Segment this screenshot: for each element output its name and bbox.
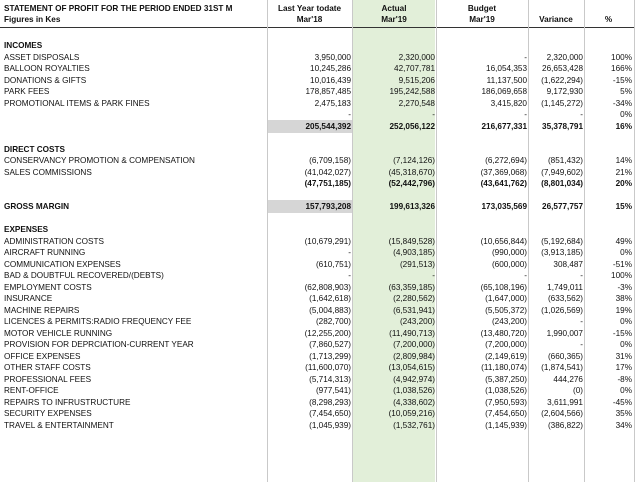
percent-value: -15% [612, 329, 632, 338]
actual-value: (52,442,796) [388, 179, 435, 188]
row-label: OTHER STAFF COSTS [4, 363, 91, 372]
budget-value: (11,180,074) [481, 363, 527, 372]
actual-value: 199,613,326 [389, 202, 435, 211]
actual-value: (13,054,615) [388, 363, 435, 372]
budget-value: (990,000) [491, 248, 527, 257]
variance-value: (7,949,602) [541, 168, 583, 177]
last-year-value: (977,541) [315, 386, 351, 395]
column-header-actual-line2: Mar'19 [381, 15, 407, 24]
budget-value: (600,000) [491, 260, 527, 269]
budget-value: (43,641,762) [480, 179, 527, 188]
percent-value: -51% [612, 260, 632, 269]
actual-value: 2,320,000 [398, 53, 435, 62]
row-label: CONSERVANCY PROMOTION & COMPENSATION [4, 156, 195, 165]
variance-value: 35,378,791 [542, 122, 583, 131]
budget-value: (243,200) [491, 317, 527, 326]
row-label: INCOMES [4, 41, 43, 50]
percent-value: 31% [615, 352, 632, 361]
last-year-value: (8,298,293) [309, 398, 351, 407]
budget-value: (5,505,372) [485, 306, 527, 315]
percent-value: 38% [615, 294, 632, 303]
budget-value: (65,108,196) [480, 283, 527, 292]
row-label: SALES COMMISSIONS [4, 168, 92, 177]
percent-value: 100% [611, 53, 632, 62]
actual-value: (63,359,185) [388, 283, 435, 292]
variance-value: (633,562) [547, 294, 583, 303]
budget-value: (5,387,250) [485, 375, 527, 384]
actual-value: (1,038,526) [393, 386, 435, 395]
budget-value: 11,137,500 [486, 76, 527, 85]
budget-value: (6,272,694) [485, 156, 527, 165]
row-label: BALLOON ROYALTIES [4, 64, 90, 73]
budget-value: 3,415,820 [490, 99, 527, 108]
percent-value: 5% [620, 87, 632, 96]
variance-value: - [580, 317, 583, 326]
row-label: INSURANCE [4, 294, 53, 303]
budget-value: (13,480,720) [480, 329, 527, 338]
budget-value: (1,145,939) [485, 421, 527, 430]
budget-value: (2,149,619) [485, 352, 527, 361]
budget-value: (1,647,000) [485, 294, 527, 303]
variance-value: 308,487 [553, 260, 583, 269]
last-year-value: - [348, 248, 351, 257]
statement-row [0, 420, 635, 431]
actual-value: 252,056,122 [389, 122, 435, 131]
last-year-value: 10,245,286 [310, 64, 351, 73]
percent-value: 0% [620, 386, 632, 395]
header-divider [0, 27, 635, 28]
percent-value: 34% [615, 421, 632, 430]
budget-value: 16,054,353 [486, 64, 527, 73]
last-year-value: 2,475,183 [314, 99, 351, 108]
statement-row [0, 293, 635, 304]
variance-value: - [580, 271, 583, 280]
statement-row [0, 247, 635, 258]
actual-value: 2,270,548 [398, 99, 435, 108]
actual-value: (11,490,713) [389, 329, 435, 338]
percent-value: 0% [620, 110, 632, 119]
row-label: DONATIONS & GIFTS [4, 76, 87, 85]
row-label: ASSET DISPOSALS [4, 53, 80, 62]
percent-value: -45% [612, 398, 632, 407]
budget-value: (7,454,650) [485, 409, 527, 418]
last-year-value: (1,045,939) [309, 421, 351, 430]
variance-value: (8,801,034) [541, 179, 583, 188]
last-year-value: (610,751) [315, 260, 351, 269]
actual-value: (4,338,602) [393, 398, 435, 407]
variance-value: (3,913,185) [541, 248, 583, 257]
column-header-percent: % [604, 15, 613, 24]
variance-value: 444,276 [553, 375, 583, 384]
last-year-value: 10,016,439 [310, 76, 351, 85]
row-label: SECURITY EXPENSES [4, 409, 92, 418]
variance-value: 9,172,930 [546, 87, 583, 96]
statement-row [0, 236, 635, 247]
budget-value: 186,069,658 [481, 87, 527, 96]
last-year-value: (62,808,903) [304, 283, 351, 292]
row-label: AIRCRAFT RUNNING [4, 248, 86, 257]
variance-value: (1,622,294) [541, 76, 583, 85]
statement-row [0, 109, 635, 120]
statement-row [0, 75, 635, 86]
statement-row [0, 282, 635, 293]
budget-value: 173,035,569 [481, 202, 527, 211]
percent-value: 166% [611, 64, 632, 73]
column-header-budget-line2: Mar'19 [469, 15, 495, 24]
percent-value: -34% [612, 99, 632, 108]
statement-row [0, 201, 635, 212]
variance-value: (1,026,569) [541, 306, 583, 315]
last-year-value: (282,700) [315, 317, 351, 326]
budget-value: (7,950,593) [485, 398, 527, 407]
statement-row [0, 213, 635, 224]
statement-row [0, 385, 635, 396]
last-year-value: (10,679,291) [304, 237, 351, 246]
row-label: GROSS MARGIN [4, 202, 70, 211]
variance-value: (1,145,272) [541, 99, 583, 108]
percent-value: 19% [615, 306, 632, 315]
budget-value: 216,677,331 [481, 122, 527, 131]
statement-row [0, 259, 635, 270]
variance-value: 26,577,757 [542, 202, 583, 211]
statement-row [0, 144, 635, 155]
actual-value: (15,849,528) [388, 237, 435, 246]
last-year-value: (1,642,618) [309, 294, 351, 303]
actual-value: 42,707,781 [394, 64, 435, 73]
statement-row [0, 52, 635, 63]
row-label: PROMOTIONAL ITEMS & PARK FINES [4, 99, 150, 108]
last-year-value: (47,751,185) [304, 179, 351, 188]
row-label: PROVISION FOR DEPRCIATION-CURRENT YEAR [4, 340, 194, 349]
percent-value: 14% [615, 156, 632, 165]
row-label: PROFESSIONAL FEES [4, 375, 92, 384]
statement-row [0, 408, 635, 419]
statement-row [0, 40, 635, 51]
statement-row [0, 397, 635, 408]
row-label: LICENCES & PERMITS:RADIO FREQUENCY FEE [4, 317, 192, 326]
variance-value: (851,432) [547, 156, 583, 165]
actual-value: - [432, 110, 435, 119]
row-label: EXPENSES [4, 225, 49, 234]
variance-value: - [580, 110, 583, 119]
statement-row [0, 339, 635, 350]
percent-value: 15% [615, 202, 632, 211]
row-label: RENT-OFFICE [4, 386, 59, 395]
budget-value: - [524, 110, 527, 119]
statement-row [0, 374, 635, 385]
last-year-value: (5,004,883) [309, 306, 351, 315]
row-label: TRAVEL & ENTERTAINMENT [4, 421, 114, 430]
actual-value: (2,809,984) [393, 352, 435, 361]
actual-value: - [432, 271, 435, 280]
last-year-value: 205,544,392 [305, 122, 351, 131]
last-year-value: (1,713,299) [309, 352, 351, 361]
last-year-value: (7,454,650) [309, 409, 351, 418]
last-year-value: - [348, 271, 351, 280]
percent-value: 49% [615, 237, 632, 246]
subtotal-row [0, 121, 635, 132]
actual-value: 195,242,588 [389, 87, 435, 96]
percent-value: 0% [620, 317, 632, 326]
actual-value: (45,318,670) [388, 168, 435, 177]
row-label: PARK FEES [4, 87, 50, 96]
percent-value: 21% [615, 168, 632, 177]
statement-row [0, 362, 635, 373]
variance-value: 1,749,011 [547, 283, 583, 292]
budget-value: (1,038,526) [485, 386, 527, 395]
percent-value: 20% [615, 179, 632, 188]
row-label: DIRECT COSTS [4, 145, 65, 154]
statement-row [0, 351, 635, 362]
row-label: MACHINE REPAIRS [4, 306, 80, 315]
row-label: OFFICE EXPENSES [4, 352, 81, 361]
variance-value: (1,874,541) [541, 363, 583, 372]
statement-row [0, 98, 635, 109]
percent-value: 17% [615, 363, 632, 372]
percent-value: -8% [617, 375, 632, 384]
statement-row [0, 328, 635, 339]
row-label: EMPLOYMENT COSTS [4, 283, 92, 292]
variance-value: - [580, 340, 583, 349]
actual-value: (7,200,000) [393, 340, 435, 349]
subtotal-row [0, 178, 635, 189]
statement-row [0, 63, 635, 74]
actual-value: (243,200) [399, 317, 435, 326]
budget-value: (7,200,000) [485, 340, 527, 349]
percent-value: 0% [620, 340, 632, 349]
variance-value: (660,365) [547, 352, 583, 361]
statement-row [0, 132, 635, 143]
last-year-value: (7,860,527) [309, 340, 351, 349]
variance-value: 2,320,000 [546, 53, 583, 62]
percent-value: 0% [620, 248, 632, 257]
variance-value: (0) [572, 386, 583, 395]
last-year-value: 157,793,208 [305, 202, 351, 211]
actual-value: (291,513) [399, 260, 435, 269]
statement-row [0, 86, 635, 97]
actual-value: (7,124,126) [393, 156, 435, 165]
statement-row [0, 224, 635, 235]
column-header-budget-line1: Budget [467, 4, 497, 13]
last-year-value: - [348, 110, 351, 119]
column-header-last-year-line1: Last Year todate [277, 4, 342, 13]
row-label: MOTOR VEHICLE RUNNING [4, 329, 113, 338]
statement-row [0, 305, 635, 316]
budget-value: (37,369,068) [480, 168, 527, 177]
budget-value: - [524, 53, 527, 62]
actual-value: (1,532,761) [393, 421, 435, 430]
last-year-value: (5,714,313) [309, 375, 351, 384]
percent-value: 100% [611, 271, 632, 280]
percent-value: -3% [617, 283, 632, 292]
last-year-value: (11,600,070) [305, 363, 351, 372]
statement-row [0, 316, 635, 327]
actual-value: (4,942,974) [393, 375, 435, 384]
variance-value: 1,990,007 [546, 329, 583, 338]
actual-value: (4,903,185) [393, 248, 435, 257]
row-label: COMMUNICATION EXPENSES [4, 260, 121, 269]
variance-value: 3,611,991 [547, 398, 583, 407]
statement-row [0, 155, 635, 166]
row-label: REPAIRS TO INFRUSTRUCTURE [4, 398, 131, 407]
column-header-last-year-line2: Mar'18 [296, 15, 323, 24]
budget-value: - [524, 271, 527, 280]
last-year-value: 3,950,000 [314, 53, 351, 62]
last-year-value: (12,255,200) [304, 329, 351, 338]
last-year-value: (6,709,158) [309, 156, 351, 165]
row-label: ADMINISTRATION COSTS [4, 237, 104, 246]
row-label: BAD & DOUBTFUL RECOVERED/(DEBTS) [4, 271, 164, 280]
last-year-value: (41,042,027) [304, 168, 351, 177]
variance-value: (5,192,684) [541, 237, 583, 246]
actual-value: (10,059,216) [388, 409, 435, 418]
column-header-variance: Variance [539, 15, 573, 24]
statement-row [0, 167, 635, 178]
percent-value: 35% [615, 409, 632, 418]
percent-value: -15% [612, 76, 632, 85]
percent-value: 16% [615, 122, 632, 131]
actual-value: (2,280,562) [393, 294, 435, 303]
variance-value: 26,653,428 [542, 64, 583, 73]
budget-value: (10,656,844) [480, 237, 527, 246]
variance-value: (386,822) [547, 421, 583, 430]
statement-row [0, 270, 635, 281]
report-title: STATEMENT OF PROFIT FOR THE PERIOD ENDED 31ST M [4, 4, 233, 13]
variance-value: (2,604,566) [541, 409, 583, 418]
actual-value: (6,531,941) [393, 306, 435, 315]
report-subtitle: Figures in Kes [4, 15, 61, 24]
actual-value: 9,515,206 [398, 76, 435, 85]
last-year-value: 178,857,485 [305, 87, 351, 96]
column-header-actual-line1: Actual [381, 4, 407, 13]
